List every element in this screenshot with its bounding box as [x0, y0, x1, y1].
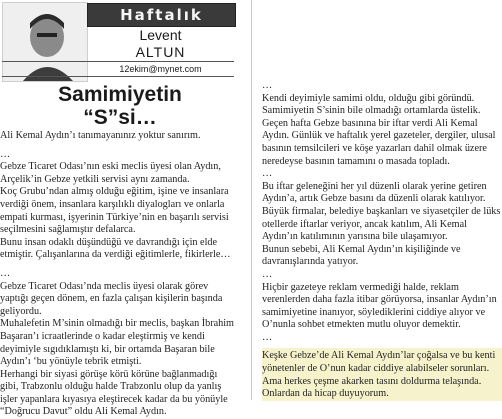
article-title-line1: Samimiyetin [58, 83, 182, 106]
separator: … [262, 168, 274, 180]
separator: … [0, 267, 12, 279]
paragraph: Keşke Gebze’de Ali Kemal Aydın’lar çoğalsa ve bu kenti yönetenler de O’nun kadar ciddiye alabilseler sorunları. [262, 350, 496, 375]
paragraph: Büyük firmalar, belediye başkanları ve siyasetçiler de lüks otellerde iftarlar veriyor, ancak katılım, Ali Kemal Aydın’ın katılımının yarısına bile ulaşamıyor. [262, 205, 501, 243]
paragraph: Geçen hafta Gebze basınına bir iftar verdi Ali Kemal Aydın. Günlük ve haftalık yerel gazeteler, dergiler, ulusal basının temsilcileri ve köşe yazarları dahil olmak üzere neredeyse basının tamamını o masada topladı. [262, 117, 496, 167]
separator: … [262, 268, 274, 280]
separator: … [262, 331, 274, 343]
header-rule-bottom [2, 76, 234, 77]
author-last-name: ALTUN [135, 44, 186, 60]
author-first-name: Levent [139, 27, 182, 43]
paragraph: Gebze Ticaret Odası’nın eski meclis üyesi olan Aydın, Arçelik’in Gebze yetkili servisi aynı zamanda. [0, 161, 221, 185]
right-column [262, 80, 502, 401]
paragraph: Herhangi bir siyasi görüşe körü körüne bağlanmadığı gibi, Trabzonlu olduğu halde Trabzonlu olup da yanlış işler yapanlara kıyasıya eleştirecek kadar da bu yönüyle “Doğrucu Davut” oldu Ali Kemal Aydın. [0, 368, 228, 418]
paragraph: Bu iftar geleneğini her yıl düzenli olarak yerine getiren Aydın’a, artık Gebze basını da düzenli olarak katılıyor. [262, 180, 487, 205]
column-divider [251, 0, 252, 400]
paragraph: Koç Grubu’ndan almış olduğu eğitim, işine ve insanlara verdiği önem, insanlara karşılıklı diyalogları ve onlarla empati kurması, işyerinin Türkiye’nin en başarılı servisi seçilmesini sağlamıştır defalarca. [0, 186, 229, 236]
highlighted-closing [262, 348, 502, 400]
article-title-line2: “S”si… [83, 106, 157, 129]
paragraph: Kendi deyimiyle samimi oldu, olduğu gibi göründü. Samimiyetin S’sinin bile olmadığı ortamlarda üstelik. [262, 92, 481, 117]
separator: … [0, 148, 12, 160]
paragraph: Ama herkes çeşme akarken tasını doldurma telaşında. Onlardan da hicap duyuyorum. [262, 375, 482, 400]
section-banner: Haftalık [87, 3, 236, 27]
paragraph: Ali Kemal Aydın’ı tanımayanınız yoktur sanırım. [0, 130, 201, 141]
paragraph: Bunun sebebi, Ali Kemal Aydın’ın kişiliğinde ve davranışlarında yatıyor. [262, 243, 461, 268]
paragraph: Muhalefetin M’sinin olmadığı bir meclis, başkan İbrahim Başaran’ı icraatlerinde o kadar eleştirmiş ve kendi deyimiyle sıgıdıklamıştı ki, bir ortamda Başaran bile Aydın’ı ‘bu yönüyle tebrik etmişti. [0, 318, 234, 368]
author-email: 12ekim@mynet.com [119, 64, 202, 74]
paragraph: Hiçbir gazeteye reklam vermediği halde, reklam verenlerden daha fazla itibar görüyorsa, insanlar Aydın’ın samimiyetine inanıyor, söylediklerini ciddiye alıyor ve O’nunla sohbet etmekten mutlu oluyor demektir. [262, 281, 497, 331]
header-rule-top [2, 61, 234, 62]
paragraph: Gebze Ticaret Odası’nda meclis üyesi olarak görev yaptığı geçen dönem, en fazla çalışan kişilerin başında geliyordu. [0, 280, 223, 317]
paragraph: Bunu insan odaklı düşündüğü ve davrandığı için elde etmiştir. Çalışanlarına da verdiği eğitimlerle, fikirlerle… [0, 236, 231, 261]
left-column [0, 130, 238, 419]
author-portrait-icon [3, 3, 87, 81]
separator: … [262, 80, 274, 91]
author-photo [2, 2, 88, 82]
